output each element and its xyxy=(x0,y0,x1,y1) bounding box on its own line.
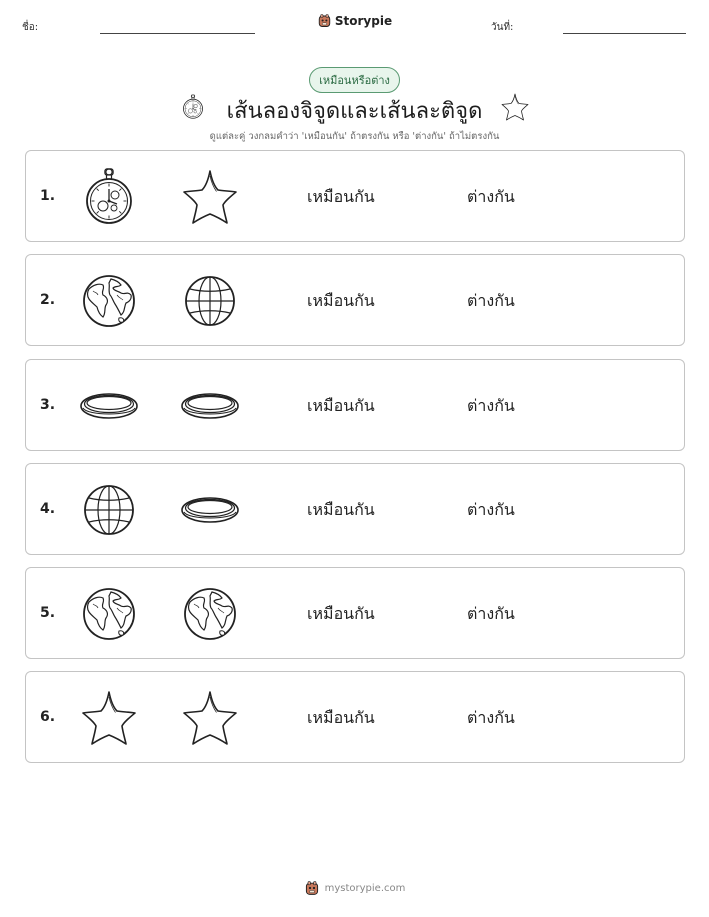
question-row xyxy=(25,567,685,659)
ring-icon xyxy=(79,376,139,436)
different-option[interactable]: ต่างกัน xyxy=(467,187,515,206)
pocket-watch-icon xyxy=(79,167,139,227)
question-row xyxy=(25,254,685,346)
same-option[interactable]: เหมือนกัน xyxy=(307,499,375,519)
date-field[interactable] xyxy=(563,33,686,34)
wire-globe-icon xyxy=(79,480,139,540)
question-number: 1. xyxy=(40,188,56,204)
star-icon xyxy=(180,688,240,748)
footer xyxy=(0,880,709,896)
same-option[interactable]: เหมือนกัน xyxy=(307,187,375,206)
logo-text: Storypie xyxy=(334,13,393,28)
different-option[interactable]: ต่างกัน xyxy=(467,604,515,624)
storypie-logo-icon xyxy=(317,13,332,28)
star-icon xyxy=(180,167,240,227)
earth-globe-icon xyxy=(79,271,139,331)
different-option[interactable]: ต่างกัน xyxy=(467,395,515,415)
same-option[interactable]: เหมือนกัน xyxy=(307,291,375,311)
same-option[interactable]: เหมือนกัน xyxy=(307,708,375,728)
question-list xyxy=(25,150,685,776)
wire-globe-icon xyxy=(180,271,240,331)
earth-globe-icon xyxy=(180,584,240,644)
title-row xyxy=(0,90,709,130)
question-number: 3. xyxy=(40,396,56,413)
same-option[interactable]: เหมือนกัน xyxy=(307,395,375,415)
question-number: 4. xyxy=(40,500,56,517)
different-option[interactable]: ต่างกัน xyxy=(467,291,515,311)
question-row xyxy=(25,463,685,555)
header-logo xyxy=(0,13,709,28)
same-option[interactable]: เหมือนกัน xyxy=(307,604,375,624)
question-row xyxy=(25,150,685,242)
category-badge: เหมือนหรือต่าง xyxy=(309,67,400,93)
different-option[interactable]: ต่างกัน xyxy=(467,499,515,519)
question-number: 5. xyxy=(40,605,56,622)
different-option[interactable]: ต่างกัน xyxy=(467,708,515,728)
name-field[interactable] xyxy=(100,33,255,34)
question-row xyxy=(25,671,685,763)
date-label: วันที่: xyxy=(491,22,514,33)
ring-icon xyxy=(180,376,240,436)
earth-globe-icon xyxy=(79,584,139,644)
question-number: 2. xyxy=(40,292,56,309)
question-number: 6. xyxy=(40,709,56,726)
question-row xyxy=(25,359,685,451)
page-title: เส้นลองจิจูดและเส้นละติจูด xyxy=(226,98,483,124)
footer-link[interactable]: mystorypie.com xyxy=(324,882,406,894)
star-icon xyxy=(500,92,530,122)
instructions: ดูแต่ละคู่ วงกลมคำว่า 'เหมือนกัน' ถ้าตรงกัน หรือ 'ต่างกัน' ถ้าไม่ตรงกัน xyxy=(209,131,500,142)
star-icon xyxy=(79,688,139,748)
name-label: ชื่อ: xyxy=(22,22,39,33)
storypie-logo-icon xyxy=(304,880,320,896)
ring-icon xyxy=(180,480,240,540)
